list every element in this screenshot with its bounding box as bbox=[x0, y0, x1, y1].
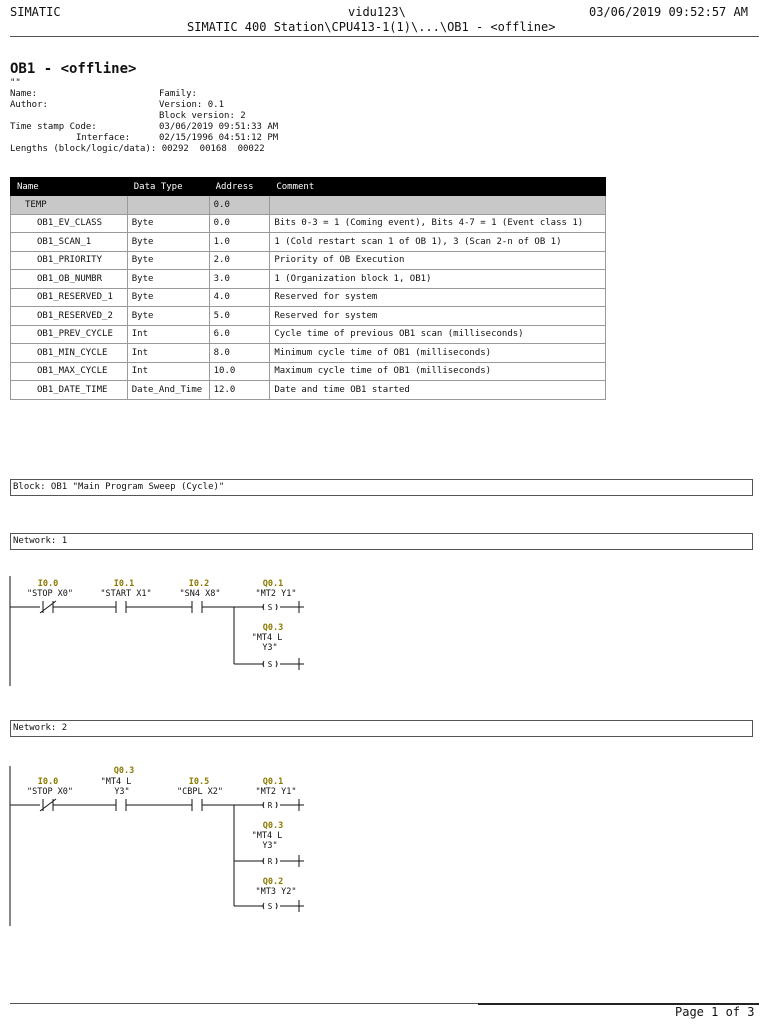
var-type: Date_And_Time bbox=[127, 381, 209, 400]
coil-set-symbol: S bbox=[267, 660, 273, 669]
var-name: OB1_DATE_TIME bbox=[11, 381, 128, 400]
var-address: 0.0 bbox=[209, 214, 270, 233]
var-comment: Priority of OB Execution bbox=[270, 251, 606, 270]
coil-symbol: "MT4 L bbox=[251, 831, 283, 841]
variable-table bbox=[10, 177, 606, 400]
meta-timestamp-code: 03/06/2019 09:51:33 AM bbox=[159, 122, 279, 132]
meta-interface-label: Interface: bbox=[76, 133, 131, 143]
header-divider bbox=[10, 36, 759, 37]
coil-symbol-line2: Y3" bbox=[262, 643, 278, 653]
var-type: Byte bbox=[127, 307, 209, 326]
coil-symbol: "MT2 Y1" bbox=[255, 787, 297, 797]
var-address: 8.0 bbox=[209, 344, 270, 363]
var-comment: Reserved for system bbox=[270, 288, 606, 307]
var-name: OB1_RESERVED_1 bbox=[11, 288, 128, 307]
var-comment: Maximum cycle time of OB1 (milliseconds) bbox=[270, 362, 606, 381]
contact-address: I0.2 bbox=[188, 579, 210, 589]
column-header-comment: Comment bbox=[270, 178, 606, 196]
contact-symbol-line2: Y3" bbox=[114, 787, 130, 797]
contact-symbol: "START X1" bbox=[100, 589, 152, 599]
coil-symbol: "MT2 Y1" bbox=[255, 589, 297, 599]
meta-lengths: Lengths (block/logic/data): 00292 00168 00022 bbox=[10, 144, 265, 154]
variable-table-header bbox=[11, 178, 606, 196]
var-name: OB1_OB_NUMBR bbox=[11, 270, 128, 289]
meta-author-label: Author: bbox=[10, 100, 48, 110]
meta-block-version: Block version: 2 bbox=[159, 111, 246, 121]
header-project: vidu123\ bbox=[348, 5, 406, 19]
table-row bbox=[11, 344, 606, 363]
var-type: Byte bbox=[127, 251, 209, 270]
section-name: TEMP bbox=[11, 196, 128, 215]
meta-timestamp-interface: 02/15/1996 04:51:12 PM bbox=[159, 133, 279, 143]
var-comment: Date and time OB1 started bbox=[270, 381, 606, 400]
var-type: Byte bbox=[127, 214, 209, 233]
var-comment: 1 (Organization block 1, OB1) bbox=[270, 270, 606, 289]
var-type: Int bbox=[127, 325, 209, 344]
page-number: Page 1 of 3 bbox=[675, 1005, 755, 1019]
table-row bbox=[11, 307, 606, 326]
network-2-ladder bbox=[0, 760, 768, 930]
meta-name-label: Name: bbox=[10, 89, 38, 99]
var-name: OB1_RESERVED_2 bbox=[11, 307, 128, 326]
contact-address: Q0.3 bbox=[113, 766, 135, 776]
network-1-bar: Network: 1 bbox=[10, 533, 753, 550]
meta-quote: "" bbox=[10, 78, 21, 88]
contact-symbol: "STOP X0" bbox=[26, 787, 74, 797]
network-2-bar: Network: 2 bbox=[10, 720, 753, 737]
coil-address: Q0.1 bbox=[262, 579, 284, 589]
var-address: 10.0 bbox=[209, 362, 270, 381]
table-row bbox=[11, 214, 606, 233]
header-app-name: SIMATIC bbox=[10, 5, 61, 19]
rung-line bbox=[10, 601, 262, 613]
coil-address: Q0.1 bbox=[262, 777, 284, 787]
var-address: 5.0 bbox=[209, 307, 270, 326]
coil-address: Q0.3 bbox=[262, 623, 284, 633]
meta-timestamp-label: Time stamp Code: bbox=[10, 122, 97, 132]
meta-version: Version: 0.1 bbox=[159, 100, 225, 110]
table-row bbox=[11, 381, 606, 400]
var-name: OB1_SCAN_1 bbox=[11, 233, 128, 252]
coil-symbol: "MT4 L bbox=[251, 633, 283, 643]
table-row bbox=[11, 270, 606, 289]
column-header-address: Address bbox=[209, 178, 270, 196]
contact-address: I0.0 bbox=[37, 579, 59, 589]
meta-family-label: Family: bbox=[159, 89, 197, 99]
var-type: Byte bbox=[127, 270, 209, 289]
section-row-temp bbox=[11, 196, 606, 215]
var-name: OB1_EV_CLASS bbox=[11, 214, 128, 233]
var-address: 4.0 bbox=[209, 288, 270, 307]
table-row bbox=[11, 325, 606, 344]
coil-address: Q0.3 bbox=[262, 821, 284, 831]
header-datetime: 03/06/2019 09:52:57 AM bbox=[589, 5, 748, 19]
contact-address: I0.5 bbox=[188, 777, 210, 787]
var-name: OB1_PREV_CYCLE bbox=[11, 325, 128, 344]
network-1-ladder bbox=[0, 570, 768, 690]
var-type: Int bbox=[127, 362, 209, 381]
var-comment: Cycle time of previous OB1 scan (milliseconds) bbox=[270, 325, 606, 344]
var-comment: Bits 0-3 = 1 (Coming event), Bits 4-7 = 1 (Event class 1) bbox=[270, 214, 606, 233]
column-header-name: Name bbox=[11, 178, 128, 196]
block-title: OB1 - <offline> bbox=[10, 61, 137, 77]
coil-set-symbol: S bbox=[267, 902, 273, 911]
section-comment bbox=[270, 196, 606, 215]
var-comment: 1 (Cold restart scan 1 of OB 1), 3 (Scan 2-n of OB 1) bbox=[270, 233, 606, 252]
contact-address: I0.1 bbox=[113, 579, 135, 589]
var-name: OB1_MIN_CYCLE bbox=[11, 344, 128, 363]
contact-symbol: "MT4 L bbox=[100, 777, 132, 787]
var-name: OB1_PRIORITY bbox=[11, 251, 128, 270]
var-address: 2.0 bbox=[209, 251, 270, 270]
var-address: 3.0 bbox=[209, 270, 270, 289]
coil-reset-symbol: R bbox=[267, 857, 273, 866]
coil-set-symbol: S bbox=[267, 603, 273, 612]
section-address: 0.0 bbox=[209, 196, 270, 215]
rung-line bbox=[10, 799, 262, 811]
contact-symbol: "SN4 X8" bbox=[179, 589, 221, 599]
var-address: 1.0 bbox=[209, 233, 270, 252]
coil-address: Q0.2 bbox=[262, 877, 284, 887]
var-address: 6.0 bbox=[209, 325, 270, 344]
var-address: 12.0 bbox=[209, 381, 270, 400]
header-path: SIMATIC 400 Station\CPU413-1(1)\...\OB1 - <offline> bbox=[187, 20, 556, 34]
contact-address: I0.0 bbox=[37, 777, 59, 787]
table-row bbox=[11, 362, 606, 381]
coil-reset-symbol: R bbox=[267, 801, 273, 810]
column-header-data-type: Data Type bbox=[127, 178, 209, 196]
var-comment: Reserved for system bbox=[270, 307, 606, 326]
contact-symbol: "STOP X0" bbox=[26, 589, 74, 599]
coil-symbol: "MT3 Y2" bbox=[255, 887, 297, 897]
section-type bbox=[127, 196, 209, 215]
table-row bbox=[11, 288, 606, 307]
var-comment: Minimum cycle time of OB1 (milliseconds) bbox=[270, 344, 606, 363]
block-bar: Block: OB1 "Main Program Sweep (Cycle)" bbox=[10, 479, 753, 496]
var-name: OB1_MAX_CYCLE bbox=[11, 362, 128, 381]
var-type: Int bbox=[127, 344, 209, 363]
contact-symbol: "CBPL X2" bbox=[176, 787, 224, 797]
coil-symbol-line2: Y3" bbox=[262, 841, 278, 851]
table-row bbox=[11, 251, 606, 270]
var-type: Byte bbox=[127, 233, 209, 252]
var-type: Byte bbox=[127, 288, 209, 307]
table-row bbox=[11, 233, 606, 252]
